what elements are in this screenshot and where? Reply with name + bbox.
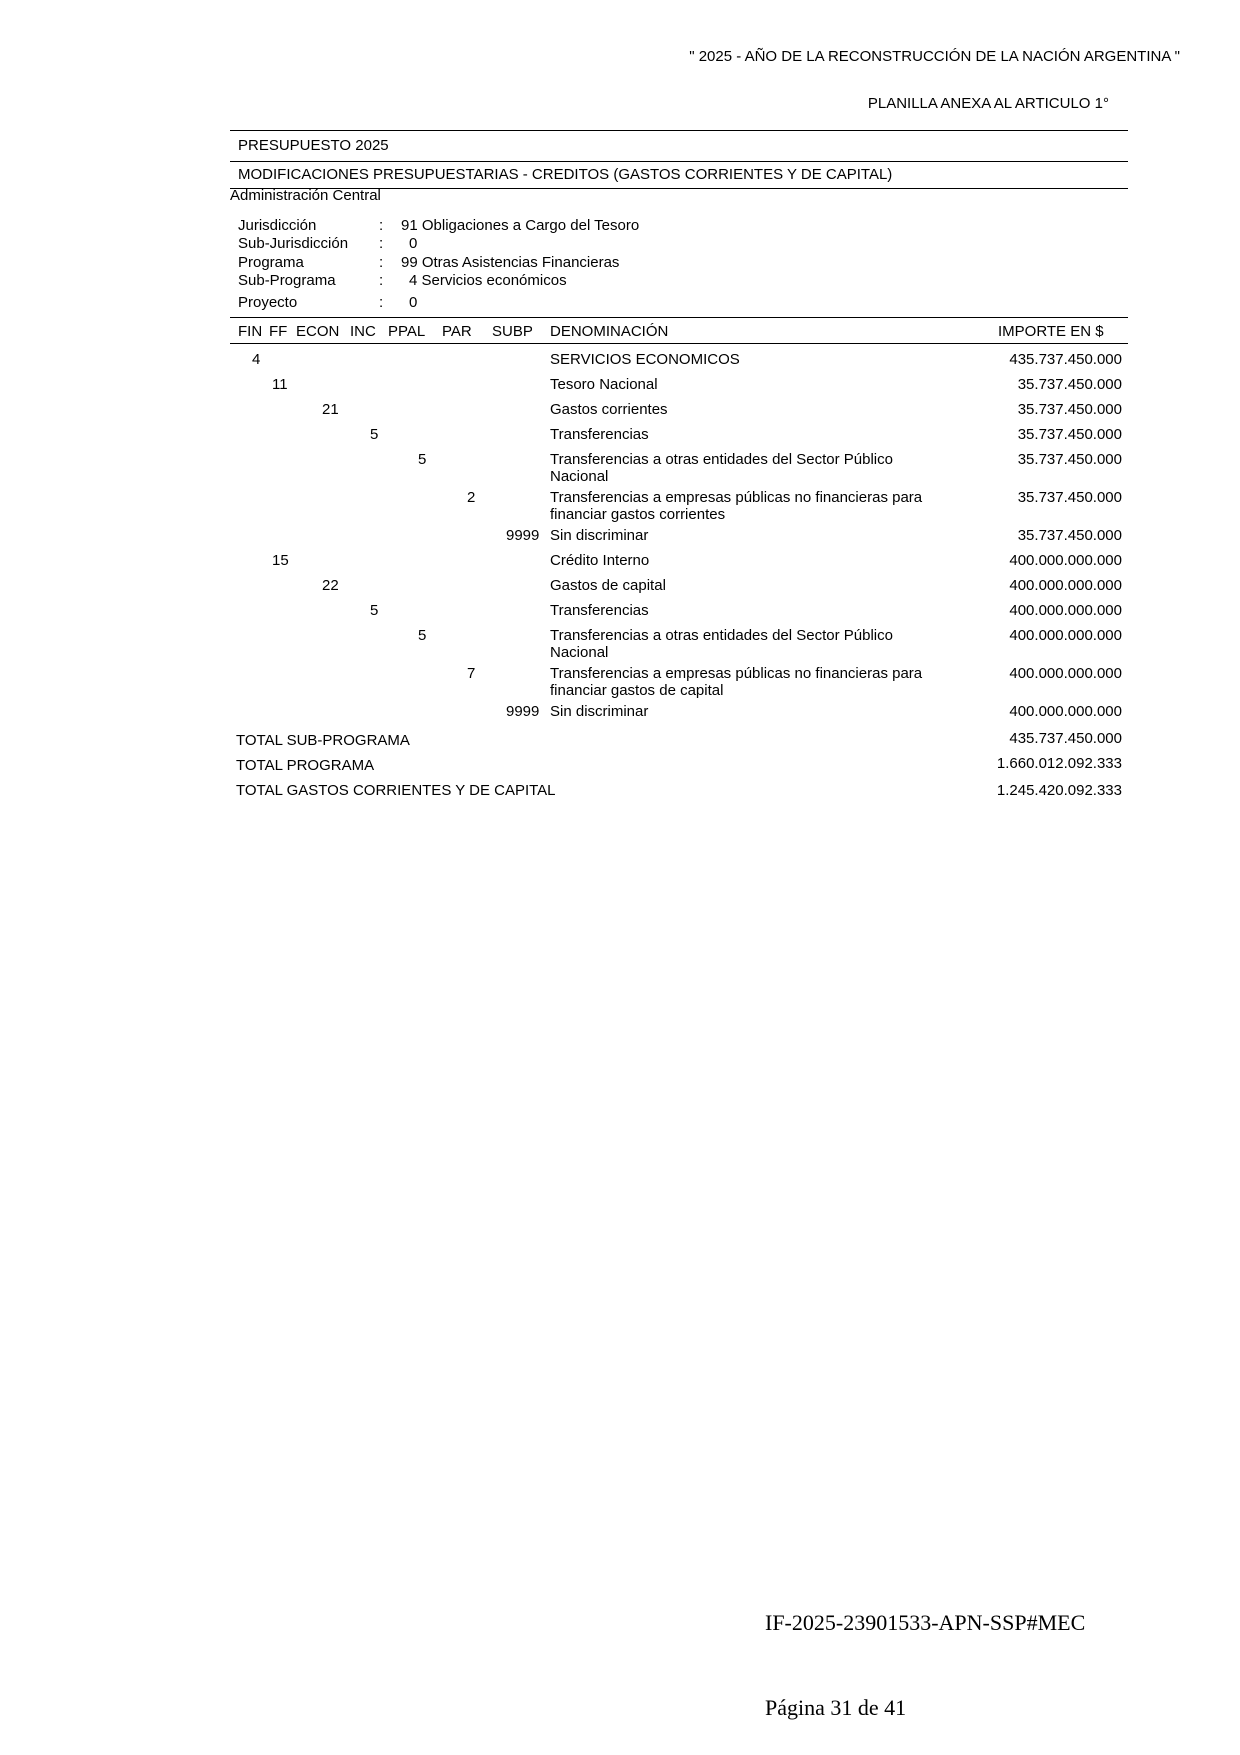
row-code: 9999 [506,703,540,720]
budget-subtitle: MODIFICACIONES PRESUPUESTARIAS - CREDITOS (GASTOS CORRIENTES Y DE CAPITAL) [238,166,893,183]
divider-columns-bottom [230,343,1128,344]
table-row [0,527,1240,547]
col-fin: FIN [238,323,263,340]
table-row [0,426,1240,446]
table-row [0,552,1240,572]
row-importe: 35.737.450.000 [1017,527,1122,544]
row-importe: 435.737.450.000 [1009,351,1122,368]
row-denominacion: Transferencias a otras entidades del Sector Público Nacional [550,627,893,661]
row-denominacion: Transferencias a empresas públicas no financieras para financiar gastos corrientes [550,489,923,523]
col-par: PAR [442,323,472,340]
col-ppal: PPAL [388,323,426,340]
info-value: 0 [409,235,418,252]
table-row [0,703,1240,723]
divider-title [230,161,1128,162]
info-colon: : [379,235,384,252]
table-row [0,577,1240,597]
row-code: 2 [467,489,476,506]
total-importe: 1.245.420.092.333 [996,782,1122,799]
info-label: Sub-Jurisdicción [238,235,349,252]
info-label: Proyecto [238,294,298,311]
row-importe: 35.737.450.000 [1017,376,1122,393]
table-row [0,602,1240,622]
info-value: 91 Obligaciones a Cargo del Tesoro [401,217,640,234]
row-denominacion: SERVICIOS ECONOMICOS [550,351,740,368]
year-motto: " 2025 - AÑO DE LA RECONSTRUCCIÓN DE LA NACIÓN ARGENTINA " [689,48,1180,65]
col-ff: FF [269,323,288,340]
row-code: 4 [252,351,261,368]
info-label: Jurisdicción [238,217,317,234]
divider-columns-top [230,317,1128,318]
row-denominacion: Sin discriminar [550,703,649,720]
table-row [0,351,1240,371]
row-importe: 400.000.000.000 [1009,665,1122,682]
table-row [0,376,1240,396]
col-inc: INC [350,323,376,340]
col-importe: IMPORTE EN $ [998,323,1104,340]
row-code: 5 [370,426,379,443]
row-code: 11 [272,376,288,393]
row-code: 5 [418,451,427,468]
info-label: Programa [238,254,304,271]
table-row [0,401,1240,421]
row-denominacion: Gastos de capital [550,577,666,594]
col-denominacion: DENOMINACIÓN [550,323,669,340]
row-importe: 400.000.000.000 [1009,627,1122,644]
row-importe: 35.737.450.000 [1017,401,1122,418]
row-code: 9999 [506,527,540,544]
info-value: 0 [409,294,418,311]
table-row [0,489,1240,523]
row-denominacion: Sin discriminar [550,527,649,544]
info-value: 99 Otras Asistencias Financieras [401,254,620,271]
row-denominacion: Tesoro Nacional [550,376,658,393]
info-colon: : [379,272,384,289]
table-row [0,627,1240,661]
col-subp: SUBP [492,323,533,340]
row-importe: 400.000.000.000 [1009,703,1122,720]
divider-top [230,130,1128,131]
page-number: Página 31 de 41 [765,1695,907,1720]
row-code: 7 [467,665,476,682]
total-importe: 435.737.450.000 [1009,730,1122,747]
total-label: TOTAL SUB-PROGRAMA [236,732,410,749]
document-id: IF-2025-23901533-APN-SSP#MEC [765,1610,1086,1635]
info-colon: : [379,254,384,271]
row-importe: 400.000.000.000 [1009,602,1122,619]
table-row [0,451,1240,485]
info-value: 4 Servicios económicos [409,272,567,289]
row-denominacion: Crédito Interno [550,552,650,569]
row-denominacion: Transferencias a otras entidades del Sector Público Nacional [550,451,893,485]
row-denominacion: Gastos corrientes [550,401,668,418]
row-denominacion: Transferencias a empresas públicas no financieras para financiar gastos de capital [550,665,923,699]
row-denominacion: Transferencias [550,602,649,619]
table-row [0,665,1240,699]
total-importe: 1.660.012.092.333 [996,755,1122,772]
total-label: TOTAL GASTOS CORRIENTES Y DE CAPITAL [236,782,556,799]
info-colon: : [379,217,384,234]
row-code: 5 [370,602,379,619]
row-importe: 400.000.000.000 [1009,552,1122,569]
row-code: 21 [322,401,339,418]
annex-title: PLANILLA ANEXA AL ARTICULO 1° [867,95,1109,112]
administration: Administración Central [230,187,381,204]
row-code: 5 [418,627,427,644]
row-importe: 400.000.000.000 [1009,577,1122,594]
budget-title: PRESUPUESTO 2025 [238,137,389,154]
row-code: 22 [322,577,339,594]
row-importe: 35.737.450.000 [1017,426,1122,443]
col-econ: ECON [296,323,340,340]
total-label: TOTAL PROGRAMA [236,757,375,774]
row-code: 15 [272,552,289,569]
row-importe: 35.737.450.000 [1017,451,1122,468]
info-label: Sub-Programa [238,272,336,289]
row-denominacion: Transferencias [550,426,649,443]
row-importe: 35.737.450.000 [1017,489,1122,506]
info-colon: : [379,294,384,311]
